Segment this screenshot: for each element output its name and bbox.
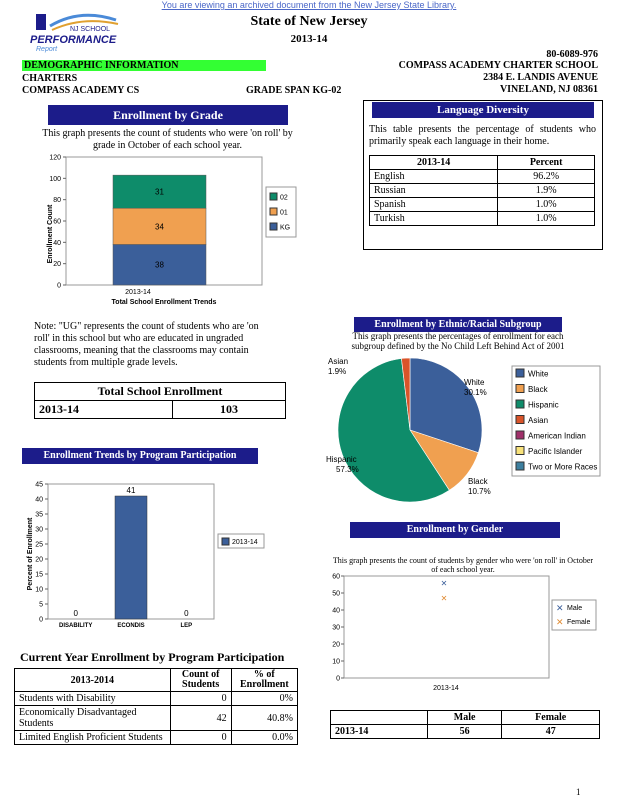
ethnic-legend-swatch — [516, 369, 524, 377]
language-pct: 1.0% — [498, 198, 595, 212]
grade-legend-swatch — [270, 208, 277, 215]
grade-chart-legend-items — [270, 193, 290, 232]
current-col-count: Count of Students — [170, 669, 231, 692]
pie-label-white: White — [464, 378, 485, 387]
ethnic-desc: This graph presents the percentages of enrollment for each subgroup defined by the No Child Left Behind Act of 2001 — [351, 331, 565, 351]
table-row — [370, 212, 595, 226]
gender-chart — [326, 572, 606, 696]
grade-bar-label-02: 31 — [155, 187, 164, 197]
ethnic-pie-chart — [322, 354, 604, 504]
grade-y-tick-label: 80 — [53, 197, 61, 205]
ethnic-legend-swatch — [516, 400, 524, 408]
female-marker-icon: ✕ — [556, 617, 564, 627]
current-row-count: 0 — [170, 692, 231, 706]
archive-banner-link[interactable]: You are viewing an archived document from the New Jersey State Library. — [161, 0, 457, 10]
current-row-pct: 40.8% — [231, 706, 297, 731]
current-program-title: Current Year Enrollment by Program Participation — [20, 650, 285, 664]
program-y-tick-label: 45 — [35, 481, 43, 489]
language-table — [369, 155, 595, 226]
program-legend-swatch — [222, 538, 229, 545]
grade-bar-label-01: 34 — [155, 222, 164, 232]
grade-chart-x-tick: 2013-14 — [125, 289, 151, 296]
gender-col-female: Female — [502, 711, 600, 725]
current-col-year: 2013-2014 — [15, 669, 171, 692]
grade-legend-swatch — [270, 193, 277, 200]
school-code: 80-6089-976 — [546, 49, 598, 60]
gender-y-tick-label: 20 — [332, 641, 340, 649]
table-row — [15, 731, 298, 745]
grade-chart-bars — [113, 175, 206, 285]
language-diversity-title: Language Diversity — [372, 102, 594, 118]
table-row — [370, 198, 595, 212]
pie-pct-asian: 1.9% — [328, 367, 347, 376]
grade-y-tick-label: 0 — [57, 282, 61, 290]
gender-title: Enrollment by Gender — [350, 522, 560, 538]
gender-mark-female: ✕ — [440, 594, 448, 604]
table-row — [370, 184, 595, 198]
school-address-1: 2384 E. LANDIS AVENUE — [483, 72, 598, 83]
ethnic-legend-label: Hispanic — [528, 400, 559, 410]
language-name: English — [370, 170, 498, 184]
ethnic-legend-swatch — [516, 462, 524, 470]
logo-top-text: NJ SCHOOL — [70, 26, 111, 33]
ethnic-legend-swatch — [516, 447, 524, 455]
program-x-tick-label: DISABILITY — [58, 623, 93, 629]
language-diversity-panel — [363, 100, 603, 250]
program-x-tick-label: LEP — [180, 623, 193, 629]
ethnic-legend-label: American Indian — [528, 431, 586, 441]
page-number: 1 — [576, 787, 581, 797]
grade-legend-swatch — [270, 223, 277, 230]
program-y-tick-label: 20 — [35, 556, 43, 564]
grade-y-tick-label: 100 — [49, 175, 61, 183]
grade-y-tick-label: 60 — [53, 218, 61, 226]
pie-pct-white: 30.1% — [464, 388, 487, 397]
enrollment-by-grade-chart — [26, 152, 310, 308]
program-y-tick-label: 5 — [39, 601, 43, 609]
gender-row-year: 2013-14 — [331, 725, 428, 739]
pie-pct-black: 10.7% — [468, 487, 491, 496]
gender-table — [330, 710, 600, 739]
ungraded-note: Note: "UG" represents the count of students who are 'on roll' in this school but who are educated in ungraded classrooms, meaning that the classrooms may contain students from multiple grade levels. — [34, 321, 259, 368]
gender-y-tick-label: 10 — [332, 658, 340, 666]
enrollment-by-grade-desc: This graph presents the count of students who were 'on roll' by grade in October of each school year. — [42, 128, 293, 151]
ethnic-legend-swatch — [516, 385, 524, 393]
language-pct: 1.9% — [498, 184, 595, 198]
gender-y-tick-label: 60 — [332, 573, 340, 581]
current-col-pct: % of Enrollment — [231, 669, 297, 692]
table-row — [15, 692, 298, 706]
ethnic-legend-swatch — [516, 431, 524, 439]
school-full-name: COMPASS ACADEMY CHARTER SCHOOL — [398, 60, 598, 71]
program-trends-title: Enrollment Trends by Program Participation — [22, 448, 258, 464]
total-enrollment-value: 103 — [173, 401, 286, 419]
program-bar-value: 0 — [184, 609, 189, 618]
pie-pct-hispanic: 57.3% — [336, 465, 359, 474]
table-row — [15, 706, 298, 731]
grade-y-tick-label: 120 — [49, 154, 61, 162]
current-row-name: Economically Disadvantaged Students — [15, 706, 171, 731]
enrollment-by-grade-title: Enrollment by Grade — [48, 105, 288, 125]
demographic-label: DEMOGRAPHIC INFORMATION — [22, 60, 266, 71]
ethnic-legend-label: White — [528, 369, 549, 379]
grade-chart-xlabel: Total School Enrollment Trends — [111, 299, 217, 306]
gender-y-tick-label: 0 — [336, 675, 340, 683]
grade-y-tick-label: 20 — [53, 261, 61, 269]
gender-y-tick-label: 40 — [332, 607, 340, 615]
pie-label-asian: Asian — [328, 357, 349, 366]
language-diversity-desc: This table presents the percentage of students who primarily speak each language in their home. — [369, 124, 596, 147]
current-row-name: Students with Disability — [15, 692, 171, 706]
program-y-tick-label: 40 — [35, 496, 43, 504]
ethnic-legend-label: Two or More Races — [528, 462, 598, 472]
gender-desc: This graph presents the count of students by gender who were 'on roll' in October of each school year. — [332, 556, 594, 574]
program-y-tick-label: 0 — [39, 616, 43, 624]
ethnic-pie-slices — [338, 358, 482, 502]
program-trends-chart — [22, 476, 284, 636]
gender-legend-male: Male — [567, 605, 583, 612]
program-legend-label: 2013-14 — [232, 539, 258, 546]
language-name: Spanish — [370, 198, 498, 212]
gender-mark-male: ✕ — [440, 578, 448, 588]
pie-label-black: Black — [468, 477, 488, 486]
gender-male-value: 56 — [427, 725, 502, 739]
grade-legend-label: 01 — [280, 209, 288, 217]
current-program-table — [14, 668, 298, 745]
gender-chart-y-axis — [332, 574, 344, 683]
gender-female-value: 47 — [502, 725, 600, 739]
logo-main-text: PERFORMANCE — [30, 34, 117, 46]
program-y-tick-label: 10 — [35, 586, 43, 594]
school-address-2: VINELAND, NJ 08361 — [499, 84, 598, 95]
grade-bar-label-KG: 38 — [155, 260, 164, 270]
gender-chart-marks — [441, 579, 448, 603]
program-y-tick-label: 25 — [35, 541, 43, 549]
ethnic-legend-label: Asian — [528, 416, 549, 425]
grade-chart-ylabel: Enrollment Count — [47, 204, 54, 264]
current-row-name: Limited English Proficient Students — [15, 731, 171, 745]
logo-sub-text: Report — [36, 46, 58, 53]
language-name: Russian — [370, 184, 498, 198]
gender-legend-female: Female — [567, 619, 591, 626]
language-pct: 96.2% — [498, 170, 595, 184]
ethnic-legend-label: Black — [528, 385, 548, 394]
current-row-pct: 0.0% — [231, 731, 297, 745]
total-enrollment-table — [34, 382, 286, 419]
page-title: State of New Jersey — [250, 14, 368, 29]
total-enrollment-year: 2013-14 — [35, 401, 173, 419]
pie-label-hispanic: Hispanic — [326, 455, 357, 464]
gender-table-corner — [331, 711, 428, 725]
language-col-percent: Percent — [498, 156, 595, 170]
grade-legend-label: KG — [280, 224, 291, 232]
ethnic-legend-label: Pacific Islander — [528, 447, 583, 456]
program-y-tick-label: 15 — [35, 571, 43, 579]
language-pct: 1.0% — [498, 212, 595, 226]
male-marker-icon: ✕ — [556, 603, 564, 613]
program-chart-ylabel: Percent of Enrollment — [27, 517, 34, 591]
program-y-tick-label: 35 — [35, 511, 43, 519]
page-year: 2013-14 — [290, 33, 328, 45]
ethnic-title: Enrollment by Ethnic/Racial Subgroup — [354, 317, 562, 332]
current-row-pct: 0% — [231, 692, 297, 706]
program-x-tick-label: ECONDIS — [117, 623, 145, 629]
gender-chart-x-tick: 2013-14 — [433, 685, 459, 692]
grade-y-tick-label: 40 — [53, 239, 61, 247]
district-name: CHARTERS — [22, 73, 78, 84]
program-bar-value: 0 — [73, 609, 78, 618]
current-row-count: 42 — [170, 706, 231, 731]
ethnic-legend-swatch — [516, 416, 524, 424]
total-enrollment-title: Total School Enrollment — [35, 383, 286, 401]
program-bar-econdis — [115, 496, 147, 619]
gender-chart-plot-area — [344, 576, 549, 678]
program-chart-bars — [59, 486, 192, 629]
school-short-name: COMPASS ACADEMY CS — [22, 85, 140, 96]
gender-y-tick-label: 30 — [332, 624, 340, 632]
grade-legend-label: 02 — [280, 194, 288, 202]
program-chart-y-axis — [35, 482, 48, 624]
program-bar-value: 41 — [126, 486, 136, 495]
gender-col-male: Male — [427, 711, 502, 725]
gender-y-tick-label: 50 — [332, 590, 340, 598]
grade-span: GRADE SPAN KG-02 — [246, 85, 342, 96]
table-row — [370, 170, 595, 184]
ethnic-legend — [512, 366, 600, 476]
program-y-tick-label: 30 — [35, 526, 43, 534]
current-row-count: 0 — [170, 731, 231, 745]
language-col-year: 2013-14 — [370, 156, 498, 170]
language-name: Turkish — [370, 212, 498, 226]
